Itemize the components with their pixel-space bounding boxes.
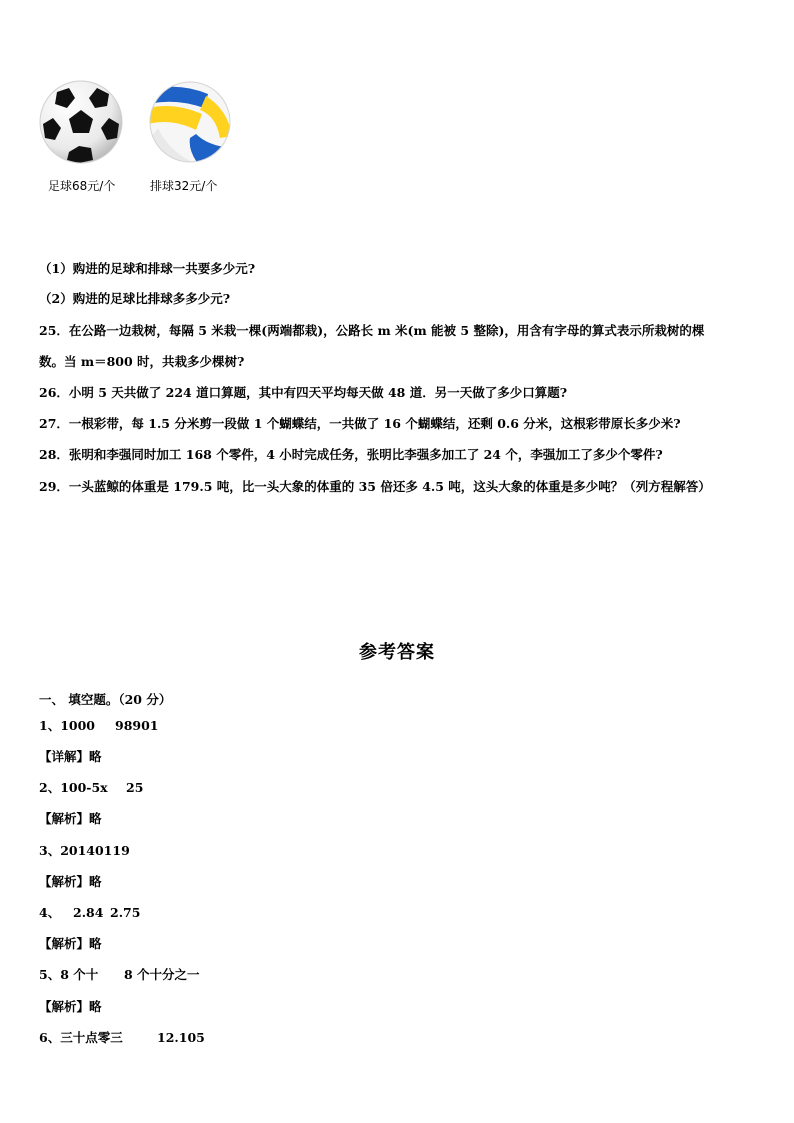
answers-title: 参考答案 [359,642,435,663]
answer-4-number: 4、 [39,905,61,920]
answer-4-value-1: 2.84 [73,905,104,920]
answer-5-value: 8 个十分之一 [124,967,200,982]
question-28: 28．张明和李强同时加工 168 个零件，4 小时完成任务，张明比李强多加工了 24 个，李强加工了多少个零件? [39,447,663,462]
answer-5-note: 【解析】略 [39,999,102,1014]
question-sub-1: （1）购进的足球和排球一共要多少元? [39,261,256,276]
volleyball-icon [148,80,232,164]
answer-5-number: 5、8 个十 [39,967,99,982]
volleyball-price-caption: 排球32元/个 [150,179,218,193]
answer-3-number: 3、20140119 [39,843,130,858]
question-sub-2: （2）购进的足球比排球多多少元? [39,291,231,306]
answer-1-note: 【详解】略 [39,749,102,764]
question-25-line-2: 数。当 m＝800 时，共栽多少棵树? [39,354,245,369]
answer-4-note: 【解析】略 [39,936,102,951]
answer-2-value: 25 [126,780,144,795]
soccer-ball-icon [39,80,123,164]
answer-2-number: 2、100-5x [39,780,108,795]
question-25-line-1: 25．在公路一边栽树，每隔 5 米栽一棵(两端都栽)，公路长 m 米(m 能被 5 整除)，用含有字母的算式表示所栽树的棵 [39,323,705,338]
answer-1-number: 1、1000 [39,718,95,733]
answer-6-value: 12.105 [157,1030,205,1045]
answer-1-value: 98901 [115,718,159,733]
answer-3-note: 【解析】略 [39,874,102,889]
answer-2-note: 【解析】略 [39,811,102,826]
question-27: 27．一根彩带，每 1.5 分米剪一段做 1 个蝴蝶结，一共做了 16 个蝴蝶结，还剩 0.6 分米，这根彩带原长多少米? [39,416,681,431]
soccer-price-caption: 足球68元/个 [48,179,116,193]
answers-section-header: 一、 填空题。（20 分） [39,692,172,707]
question-29: 29．一头蓝鲸的体重是 179.5 吨，比一头大象的体重的 35 倍还多 4.5 吨，这头大象的体重是多少吨？（列方程解答） [39,479,711,494]
answer-6-number: 6、三十点零三 [39,1030,123,1045]
answer-4-value-2: 2.75 [110,905,141,920]
question-26: 26．小明 5 天共做了 224 道口算题，其中有四天平均每天做 48 道．另一天做了多少口算题? [39,385,568,400]
